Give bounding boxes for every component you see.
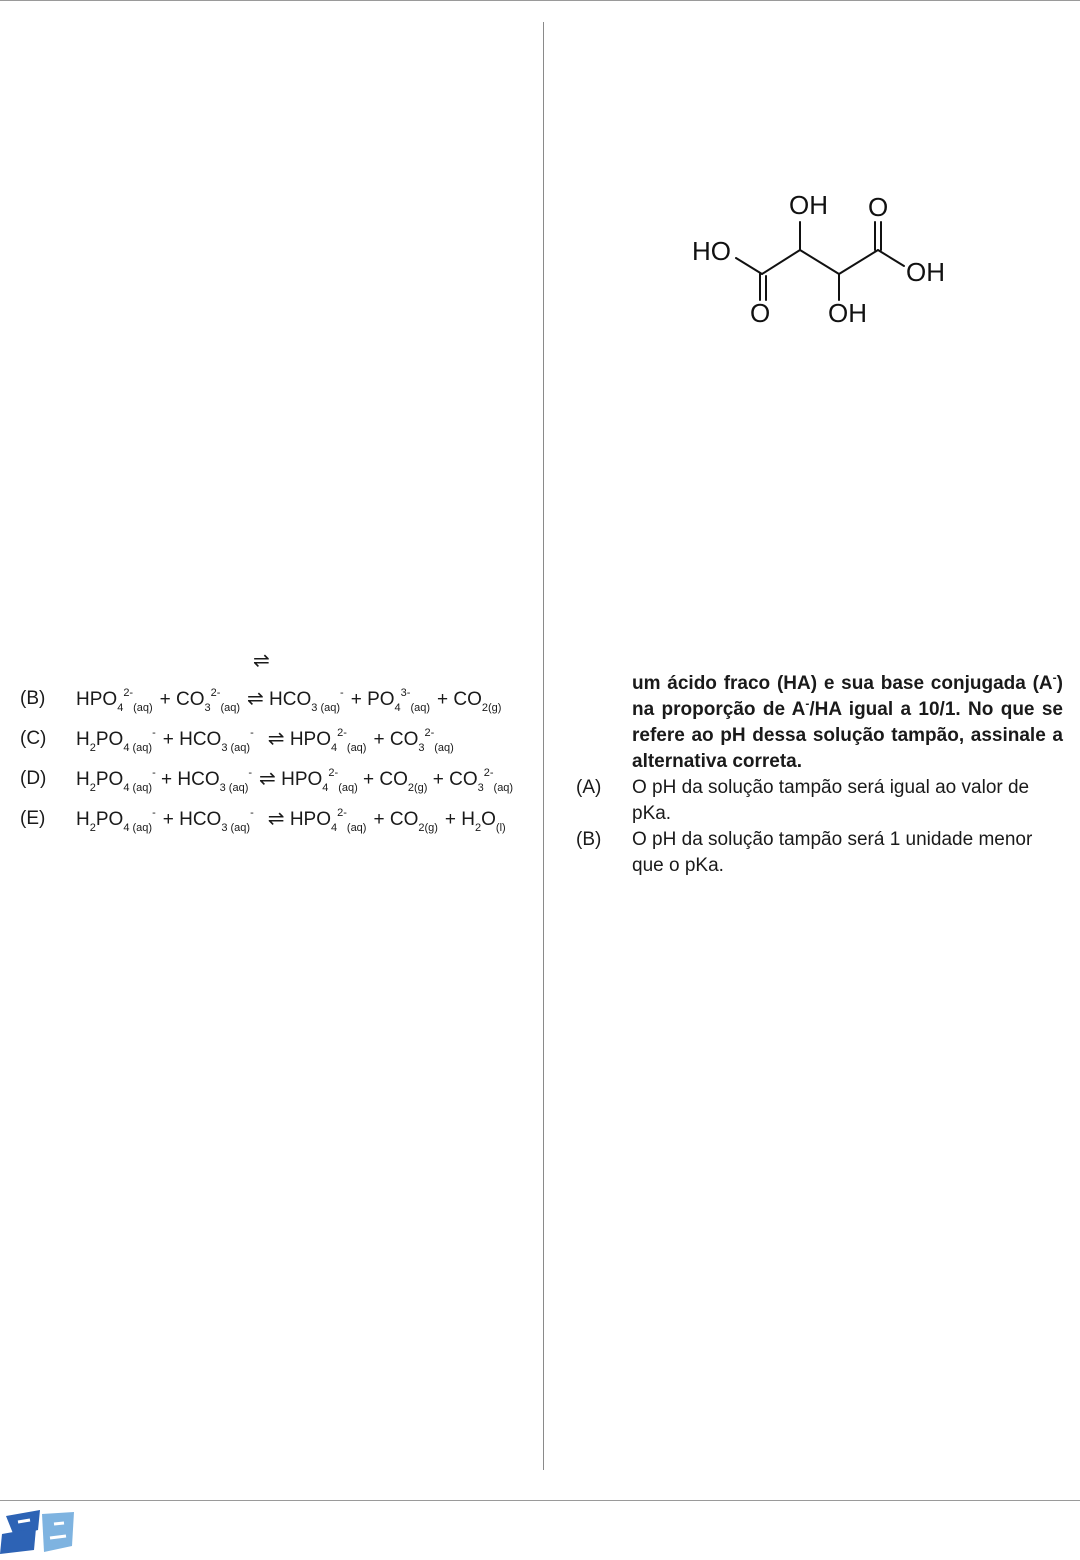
ho-left-label: HO <box>692 236 731 266</box>
o-bottom-label: O <box>750 298 771 328</box>
tartaric-acid-structure <box>688 188 950 330</box>
option-label: (E) <box>20 808 46 829</box>
o-top-label: O <box>868 192 889 222</box>
equation: $H_2PO_{4 (aq)}^- + HCO_{3 (aq)}^-$ ⇌ $HPO_4^{2-}_{(aq)} + CO_{2(g)} + H_2O_{(l)}$ <box>76 807 506 834</box>
oh-bottom-label: OH <box>828 298 867 328</box>
question-text: um ácido fraco (HA) e sua base conjugada (A-) na proporção de A-/HA igual a 10/1. No que se refere ao pH dessa solução tampão, assinale a alternativa correta. <box>632 670 1063 772</box>
alternative-label: (A) <box>576 777 602 798</box>
option-label: (D) <box>20 768 47 789</box>
alternative-text: O pH da solução tampão será igual ao valor de pKa. <box>632 777 1030 824</box>
alternative-a <box>576 775 1063 827</box>
equilibrium-arrow-fragment: ⇌ <box>253 650 270 672</box>
alternative-label: (B) <box>576 829 602 850</box>
bottom-rule <box>0 1500 1080 1501</box>
equation: $H_2PO_{4 (aq)}^- + HCO_{3 (aq)}^-$ ⇌ $HPO_4^{2-}_{(aq)} + CO_{2(g)} + CO_3^{2-}_{(aq)}$ <box>76 767 514 794</box>
publisher-logo-icon <box>0 1506 76 1556</box>
alternative-b <box>576 827 1063 879</box>
option-label: (C) <box>20 728 47 749</box>
oh-right-label: OH <box>906 257 945 287</box>
column-divider <box>543 22 544 1470</box>
equation: $H_2PO_{4 (aq)}^- + HCO_{3 (aq)}^-$ ⇌ $HPO_4^{2-}_{(aq)} + CO_3^{2-}_{(aq)}$ <box>76 727 454 754</box>
top-rule <box>0 0 1080 1</box>
alternative-text: O pH da solução tampão será 1 unidade menor que o pKa. <box>632 829 1033 876</box>
equation: $HPO_4^{2-}_{(aq)} + CO_3^{2-}_{(aq)}$ ⇌ $HCO_{3 (aq)}^- + PO_4^{3-}_{(aq)} + CO_{2(g)}$ <box>76 687 502 714</box>
option-label: (B) <box>20 688 46 709</box>
oh-top-label: OH <box>789 190 828 220</box>
